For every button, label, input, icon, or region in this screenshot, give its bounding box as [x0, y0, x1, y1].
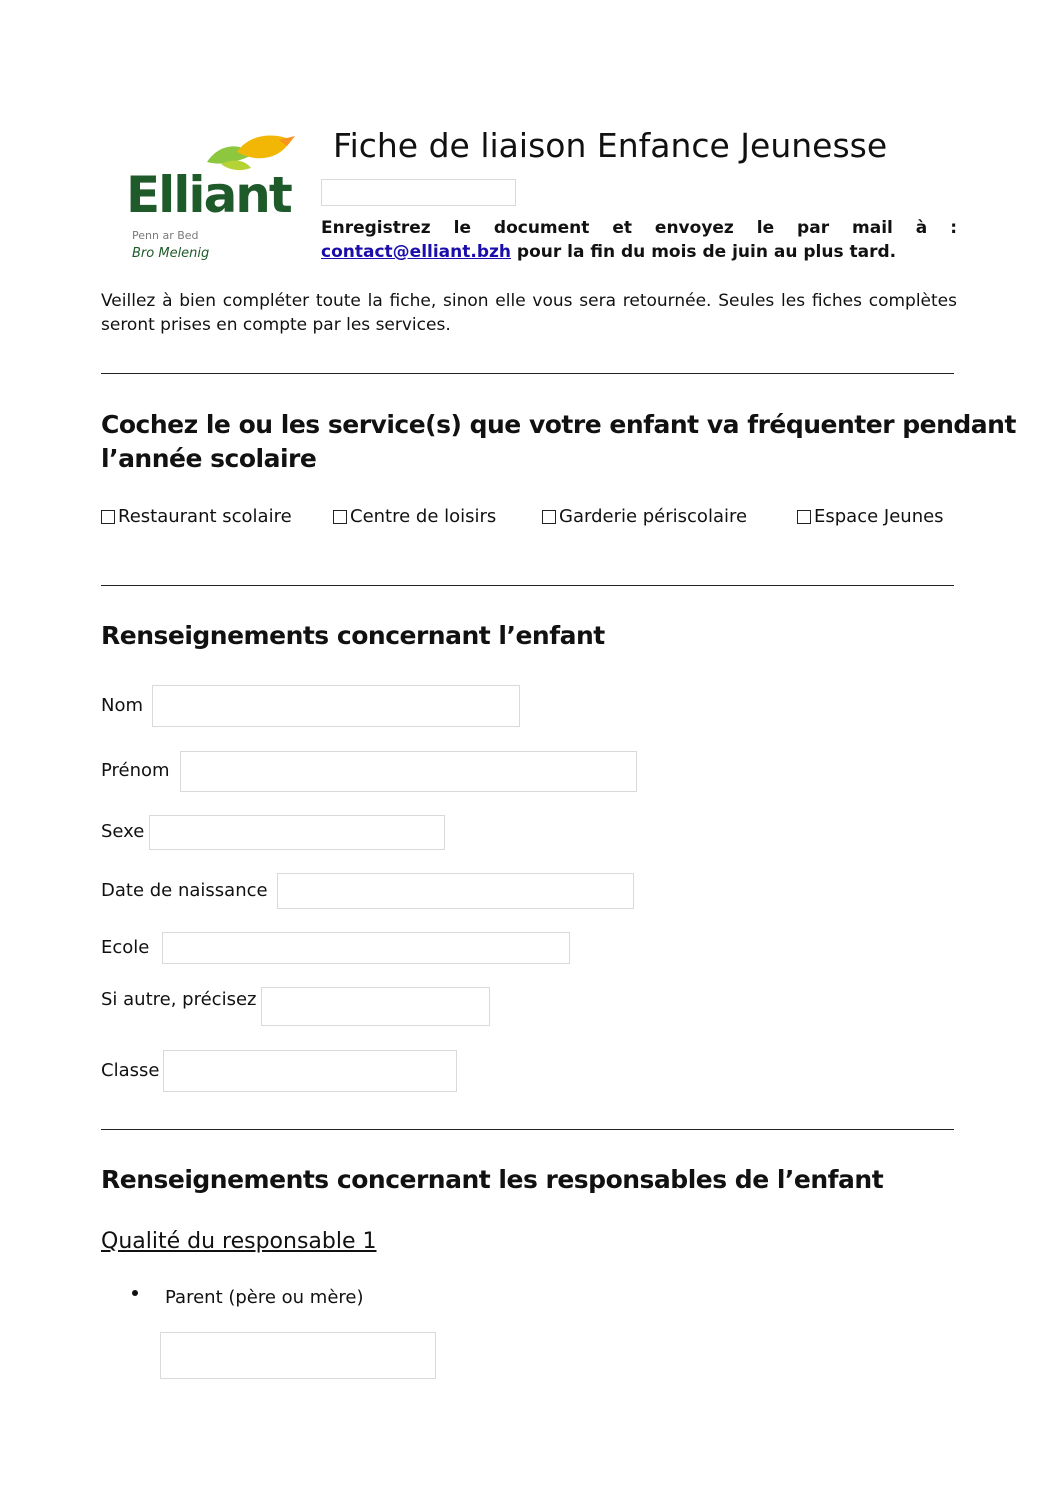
- classe-label: Classe: [101, 1060, 160, 1081]
- checkbox-box[interactable]: [101, 510, 115, 524]
- checkbox-label: Espace Jeunes: [814, 506, 944, 527]
- ecole-label: Ecole: [101, 937, 150, 958]
- nom-label: Nom: [101, 695, 144, 716]
- responsable-1-field[interactable]: [160, 1332, 436, 1379]
- checkbox-restaurant-scolaire[interactable]: [101, 506, 292, 527]
- divider-2: [101, 585, 954, 586]
- checkbox-box[interactable]: [542, 510, 556, 524]
- logo-wordmark: Elliant: [126, 166, 291, 224]
- ecole-field[interactable]: [162, 932, 570, 964]
- services-heading-line2: l’année scolaire: [101, 444, 317, 473]
- classe-field[interactable]: [163, 1050, 457, 1092]
- email-link[interactable]: contact@elliant.bzh: [321, 242, 511, 262]
- instruction-prefix: Enregistrez le document et envoyez le par mail à :: [321, 218, 957, 238]
- checkbox-garderie-periscolaire[interactable]: [542, 506, 747, 527]
- sexe-field[interactable]: [149, 815, 445, 850]
- bullet-icon: [132, 1290, 138, 1296]
- divider-1: [101, 373, 954, 374]
- checkbox-box[interactable]: [333, 510, 347, 524]
- naissance-label: Date de naissance: [101, 880, 268, 901]
- instruction-suffix: pour la fin du mois de juin au plus tard.: [511, 242, 897, 262]
- prenom-label: Prénom: [101, 760, 170, 781]
- nom-field[interactable]: [152, 685, 520, 727]
- sexe-label: Sexe: [101, 821, 145, 842]
- prenom-field[interactable]: [180, 751, 637, 792]
- header-blank-field[interactable]: [321, 179, 516, 206]
- checkbox-espace-jeunes[interactable]: [797, 506, 944, 527]
- responsable-1-subtitle: Qualité du responsable 1: [101, 1229, 377, 1254]
- parent-option: Parent (père ou mère): [165, 1287, 364, 1308]
- page-title: Fiche de liaison Enfance Jeunesse: [333, 126, 888, 165]
- autre-label: Si autre, précisez: [101, 989, 257, 1010]
- naissance-field[interactable]: [277, 873, 634, 909]
- checkbox-centre-de-loisirs[interactable]: [333, 506, 496, 527]
- checkbox-label: Garderie périscolaire: [559, 506, 748, 527]
- checkbox-box[interactable]: [797, 510, 811, 524]
- intro-paragraph: Veillez à bien compléter toute la fiche, sinon elle vous sera retournée. Seules les fiches complètes seront prises en compte par les services.: [101, 291, 957, 335]
- divider-3: [101, 1129, 954, 1130]
- logo-line1: Penn ar Bed: [132, 229, 199, 242]
- checkbox-label: Restaurant scolaire: [118, 506, 292, 527]
- logo: [124, 132, 299, 267]
- guardians-heading: Renseignements concernant les responsables de l’enfant: [101, 1165, 884, 1194]
- child-heading: Renseignements concernant l’enfant: [101, 621, 605, 650]
- autre-field[interactable]: [261, 987, 490, 1026]
- send-instruction: [321, 216, 957, 264]
- services-heading-line1: Cochez le ou les service(s) que votre enfant va fréquenter pendant: [101, 410, 1016, 439]
- checkbox-label: Centre de loisirs: [350, 506, 497, 527]
- logo-line2: Bro Melenig: [132, 246, 210, 261]
